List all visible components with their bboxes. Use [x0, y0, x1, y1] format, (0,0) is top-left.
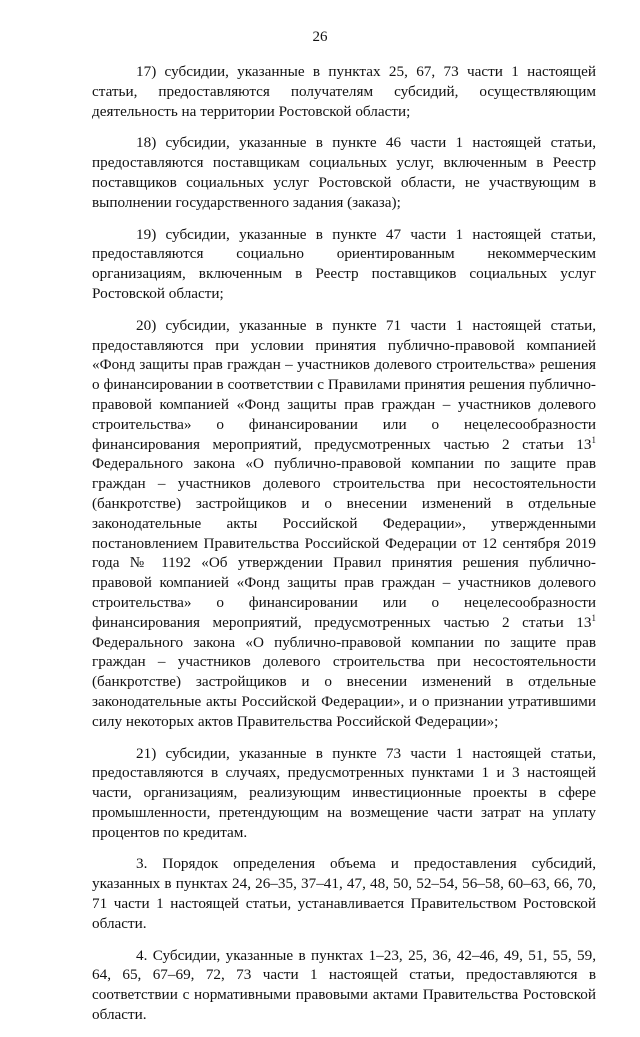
superscript-1: 1 [591, 612, 596, 623]
document-body [92, 62, 596, 1037]
paragraph-3: 3. Порядок определения объема и предоставления субсидий, указанных в пунктах 24, 26–35, 37–41, 47, 48, 50, 52–54, 56–58, 60–63, 66, 70, 71 части 1 настоящей статьи, устанавливается Правительством Ростовской области. [92, 855, 596, 932]
page-number: 26 [312, 29, 328, 45]
paragraph-20-part-3: Федерального закона «О публично-правовой компании по защите прав граждан – участников долевого строительства при несостоятельности (банкротстве) застройщиков и о внесении изменений в отдельные законодательные акты Российской Федерации», и о признании утратившими силу некоторых актов Правительства Российской Федерации»; [92, 633, 596, 730]
superscript-1: 1 [591, 434, 596, 445]
paragraph-4: 4. Субсидии, указанные в пунктах 1–23, 25, 36, 42–46, 49, 51, 55, 59, 64, 65, 67–69, 72, 73 части 1 настоящей статьи, предоставляются в соответствии с нормативными правовыми актами Правительства Ростовской области. [92, 946, 596, 1024]
paragraph-20-part-1: 20) субсидии, указанные в пункте 71 части 1 настоящей статьи, предоставляются при условии принятия публично-правовой компанией «Фонд защиты прав граждан – участников долевого строительства» решения о финансировании в соответствии с Правилами принятия решения публично-правовой компанией «Фонд защиты прав граждан – участников долевого строительства» о финансировании или о нецелесообразности финансирования мероприятий, предусмотренных частью 2 статьи 13 [92, 316, 596, 453]
paragraph-18: 18) субсидии, указанные в пункте 46 части 1 настоящей статьи, предоставляются поставщикам социальных услуг, включенным в Реестр поставщиков социальных услуг Ростовской области, не участвующим в выполнении государственного задания (заказа); [92, 134, 596, 211]
paragraph-17: 17) субсидии, указанные в пунктах 25, 67, 73 части 1 настоящей статьи, предоставляются получателям субсидий, осуществляющим деятельность на территории Ростовской области; [92, 63, 596, 120]
paragraph-20 [92, 316, 596, 732]
paragraph-20-part-2: Федерального закона «О публично-правовой компании по защите прав граждан – участников долевого строительства при несостоятельности (банкротстве) застройщиков и о внесении изменений в отдельные законодательные акты Российской Федерации», утвержденными постановлением Правительства Российской Федерации от 12 сентября 2019 года № 1192 «Об утверждении Правил принятия решения публично-правовой компанией «Фонд защиты прав граждан – участников долевого строительства» о финансировании или о нецелесообразности финансирования мероприятий, предусмотренных частью 2 статьи 13 [92, 455, 596, 631]
paragraph-21: 21) субсидии, указанные в пункте 73 части 1 настоящей статьи, предоставляются в случаях, предусмотренных пунктами 1 и 3 настоящей части, организациям, реализующим инвестиционные проекты в сфере промышленности, претендующим на возмещение части затрат на уплату процентов по кредитам. [92, 744, 596, 841]
paragraph-19: 19) субсидии, указанные в пункте 47 части 1 настоящей статьи, предоставляются социально ориентированным некоммерческим организациям, включенным в Реестр поставщиков социальных услуг Ростовской области; [92, 225, 596, 302]
